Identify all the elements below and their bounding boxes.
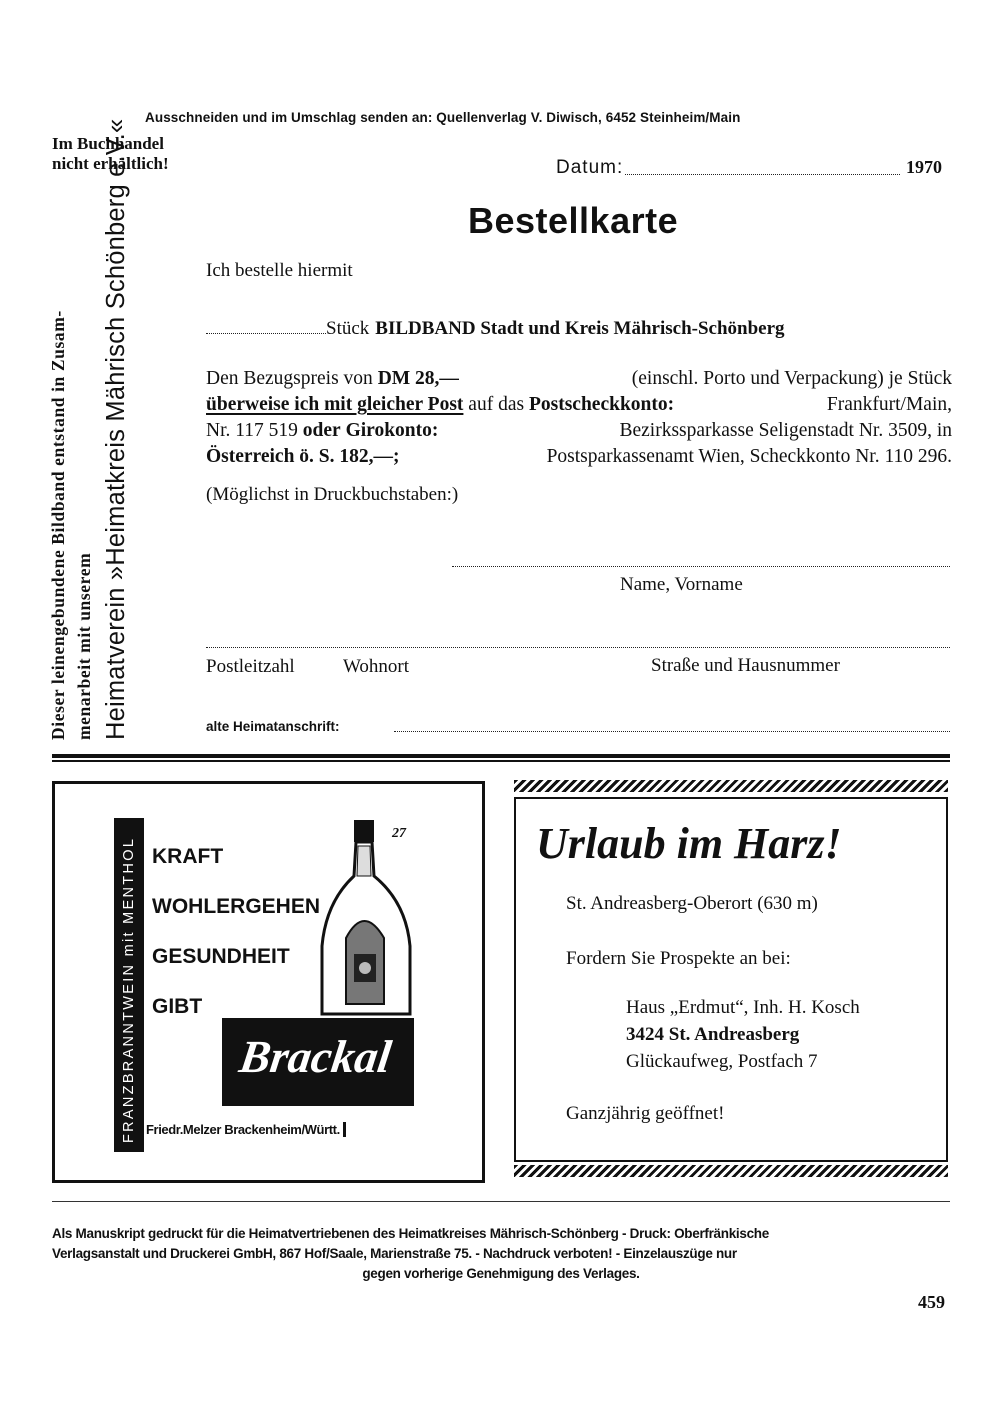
harz-ad-bottom-border — [514, 1165, 948, 1177]
imprint-line2: Verlagsanstalt und Druckerei GmbH, 867 Hof/Saale, Marienstraße 75. - Nachdruck verboten! - Einzelauszüge nur — [52, 1246, 737, 1261]
not-in-store-line2: nicht erhältlich! — [52, 154, 169, 173]
name-label: Name, Vorname — [620, 574, 743, 595]
harz-place: St. Andreasberg-Oberort (630 m) — [566, 893, 818, 914]
brackal-brand: Brackal — [236, 1031, 395, 1082]
name-input-line[interactable] — [452, 556, 950, 567]
date-input-line[interactable] — [625, 160, 900, 175]
price-line1 — [206, 366, 952, 392]
date-label: Datum: — [556, 157, 624, 178]
old-address-input-line[interactable] — [394, 719, 950, 732]
harz-request: Fordern Sie Prospekte an bei: — [566, 948, 791, 969]
postscheck-label: Postscheckkonto: — [528, 394, 675, 415]
price-line4 — [206, 444, 952, 470]
price-paragraph — [206, 366, 952, 470]
item-title: BILDBAND Stadt und Kreis Mährisch-Schönberg — [375, 318, 785, 339]
price-text-7: Frankfurt/Main, — [826, 394, 952, 415]
slogan-line1: KRAFT — [152, 845, 224, 868]
form-separator — [52, 754, 950, 758]
order-intro: Ich bestelle hiermit — [206, 260, 353, 281]
street-label: Straße und Hausnummer — [651, 655, 840, 676]
brackal-maker: Friedr.Melzer Brackenheim/Württ. — [146, 1122, 346, 1137]
price-or: oder — [302, 420, 341, 441]
slogan-line3: GESUNDHEIT — [152, 945, 290, 968]
sidebar-line3: Heimatverein »Heimatkreis Mährisch Schönberg e.V.« — [102, 118, 130, 740]
send-to-line: Ausschneiden und im Umschlag senden an: Quellenverlag V. Diwisch, 6452 Steinheim/Main — [145, 110, 741, 125]
item-prefix: Stück — [326, 318, 370, 339]
form-title: Bestellkarte — [468, 200, 679, 241]
address-input-line[interactable] — [206, 637, 950, 648]
not-in-store-line1: Im Buchhandel — [52, 134, 164, 153]
price-text-5: auf das — [468, 394, 525, 415]
imprint-line1: Als Manuskript gedruckt für die Heimatvertriebenen des Heimatkreises Mährisch-Schönberg - Druck: Oberfränkische — [52, 1226, 769, 1241]
sidebar-line1: Dieser leinengebundene Bildband entstand in Zusam- — [48, 310, 68, 740]
zip-label: Postleitzahl — [206, 656, 295, 677]
price-text-3: (einschl. Porto und Verpackung) je Stück — [631, 368, 952, 389]
harz-address-line3: Glückaufweg, Postfach 7 — [626, 1051, 818, 1072]
page-number: 459 — [918, 1292, 945, 1312]
form-separator-thin — [52, 760, 950, 762]
slogan-line2: WOHLERGEHEN — [152, 895, 320, 918]
austria-account: Österreich ö. S. 182,—; — [206, 446, 400, 467]
account-number: Nr. 117 519 — [206, 420, 298, 441]
imprint-line3: gegen vorherige Genehmigung des Verlages. — [362, 1266, 640, 1281]
giro-label: Girokonto: — [345, 420, 439, 441]
brackal-slogan — [152, 832, 320, 1032]
harz-address-line1: Haus „Erdmut“, Inh. H. Kosch — [626, 997, 860, 1018]
city-label: Wohnort — [343, 656, 410, 677]
harz-address-line2: 3424 St. Andreasberg — [626, 1024, 800, 1045]
brackal-number: 27 — [392, 826, 406, 841]
bottle-icon — [318, 818, 418, 1018]
sidebar-line2: menarbeit mit unserem — [74, 552, 94, 740]
print-note: (Möglichst in Druckbuchstaben:) — [206, 484, 459, 505]
footer-rule — [52, 1201, 950, 1202]
transfer-note: überweise ich mit gleicher Post — [206, 394, 464, 415]
price-line2 — [206, 392, 952, 418]
price-text-11: Bezirkssparkasse Seligenstadt Nr. 3509, in — [619, 420, 952, 441]
quantity-input[interactable] — [206, 318, 326, 334]
old-address-label: alte Heimatanschrift: — [206, 719, 340, 734]
price-text-13: Postsparkassenamt Wien, Scheckkonto Nr. 110 296. — [546, 446, 952, 467]
price-amount: DM 28,— — [377, 368, 459, 389]
slogan-line4: GIBT — [152, 995, 203, 1018]
harz-headline: Urlaub im Harz! — [536, 819, 842, 868]
quantity-line — [206, 318, 785, 340]
price-line3 — [206, 418, 952, 444]
harz-ad-top-border — [514, 780, 948, 792]
date-year: 1970 — [906, 157, 942, 177]
harz-open: Ganzjährig geöffnet! — [566, 1103, 725, 1124]
price-text-1: Den Bezugspreis von — [206, 368, 373, 389]
harz-address — [626, 994, 860, 1075]
imprint — [52, 1224, 950, 1284]
brackal-vertical-text: FRANZBRANNTWEIN mit MENTHOL — [121, 836, 137, 1143]
